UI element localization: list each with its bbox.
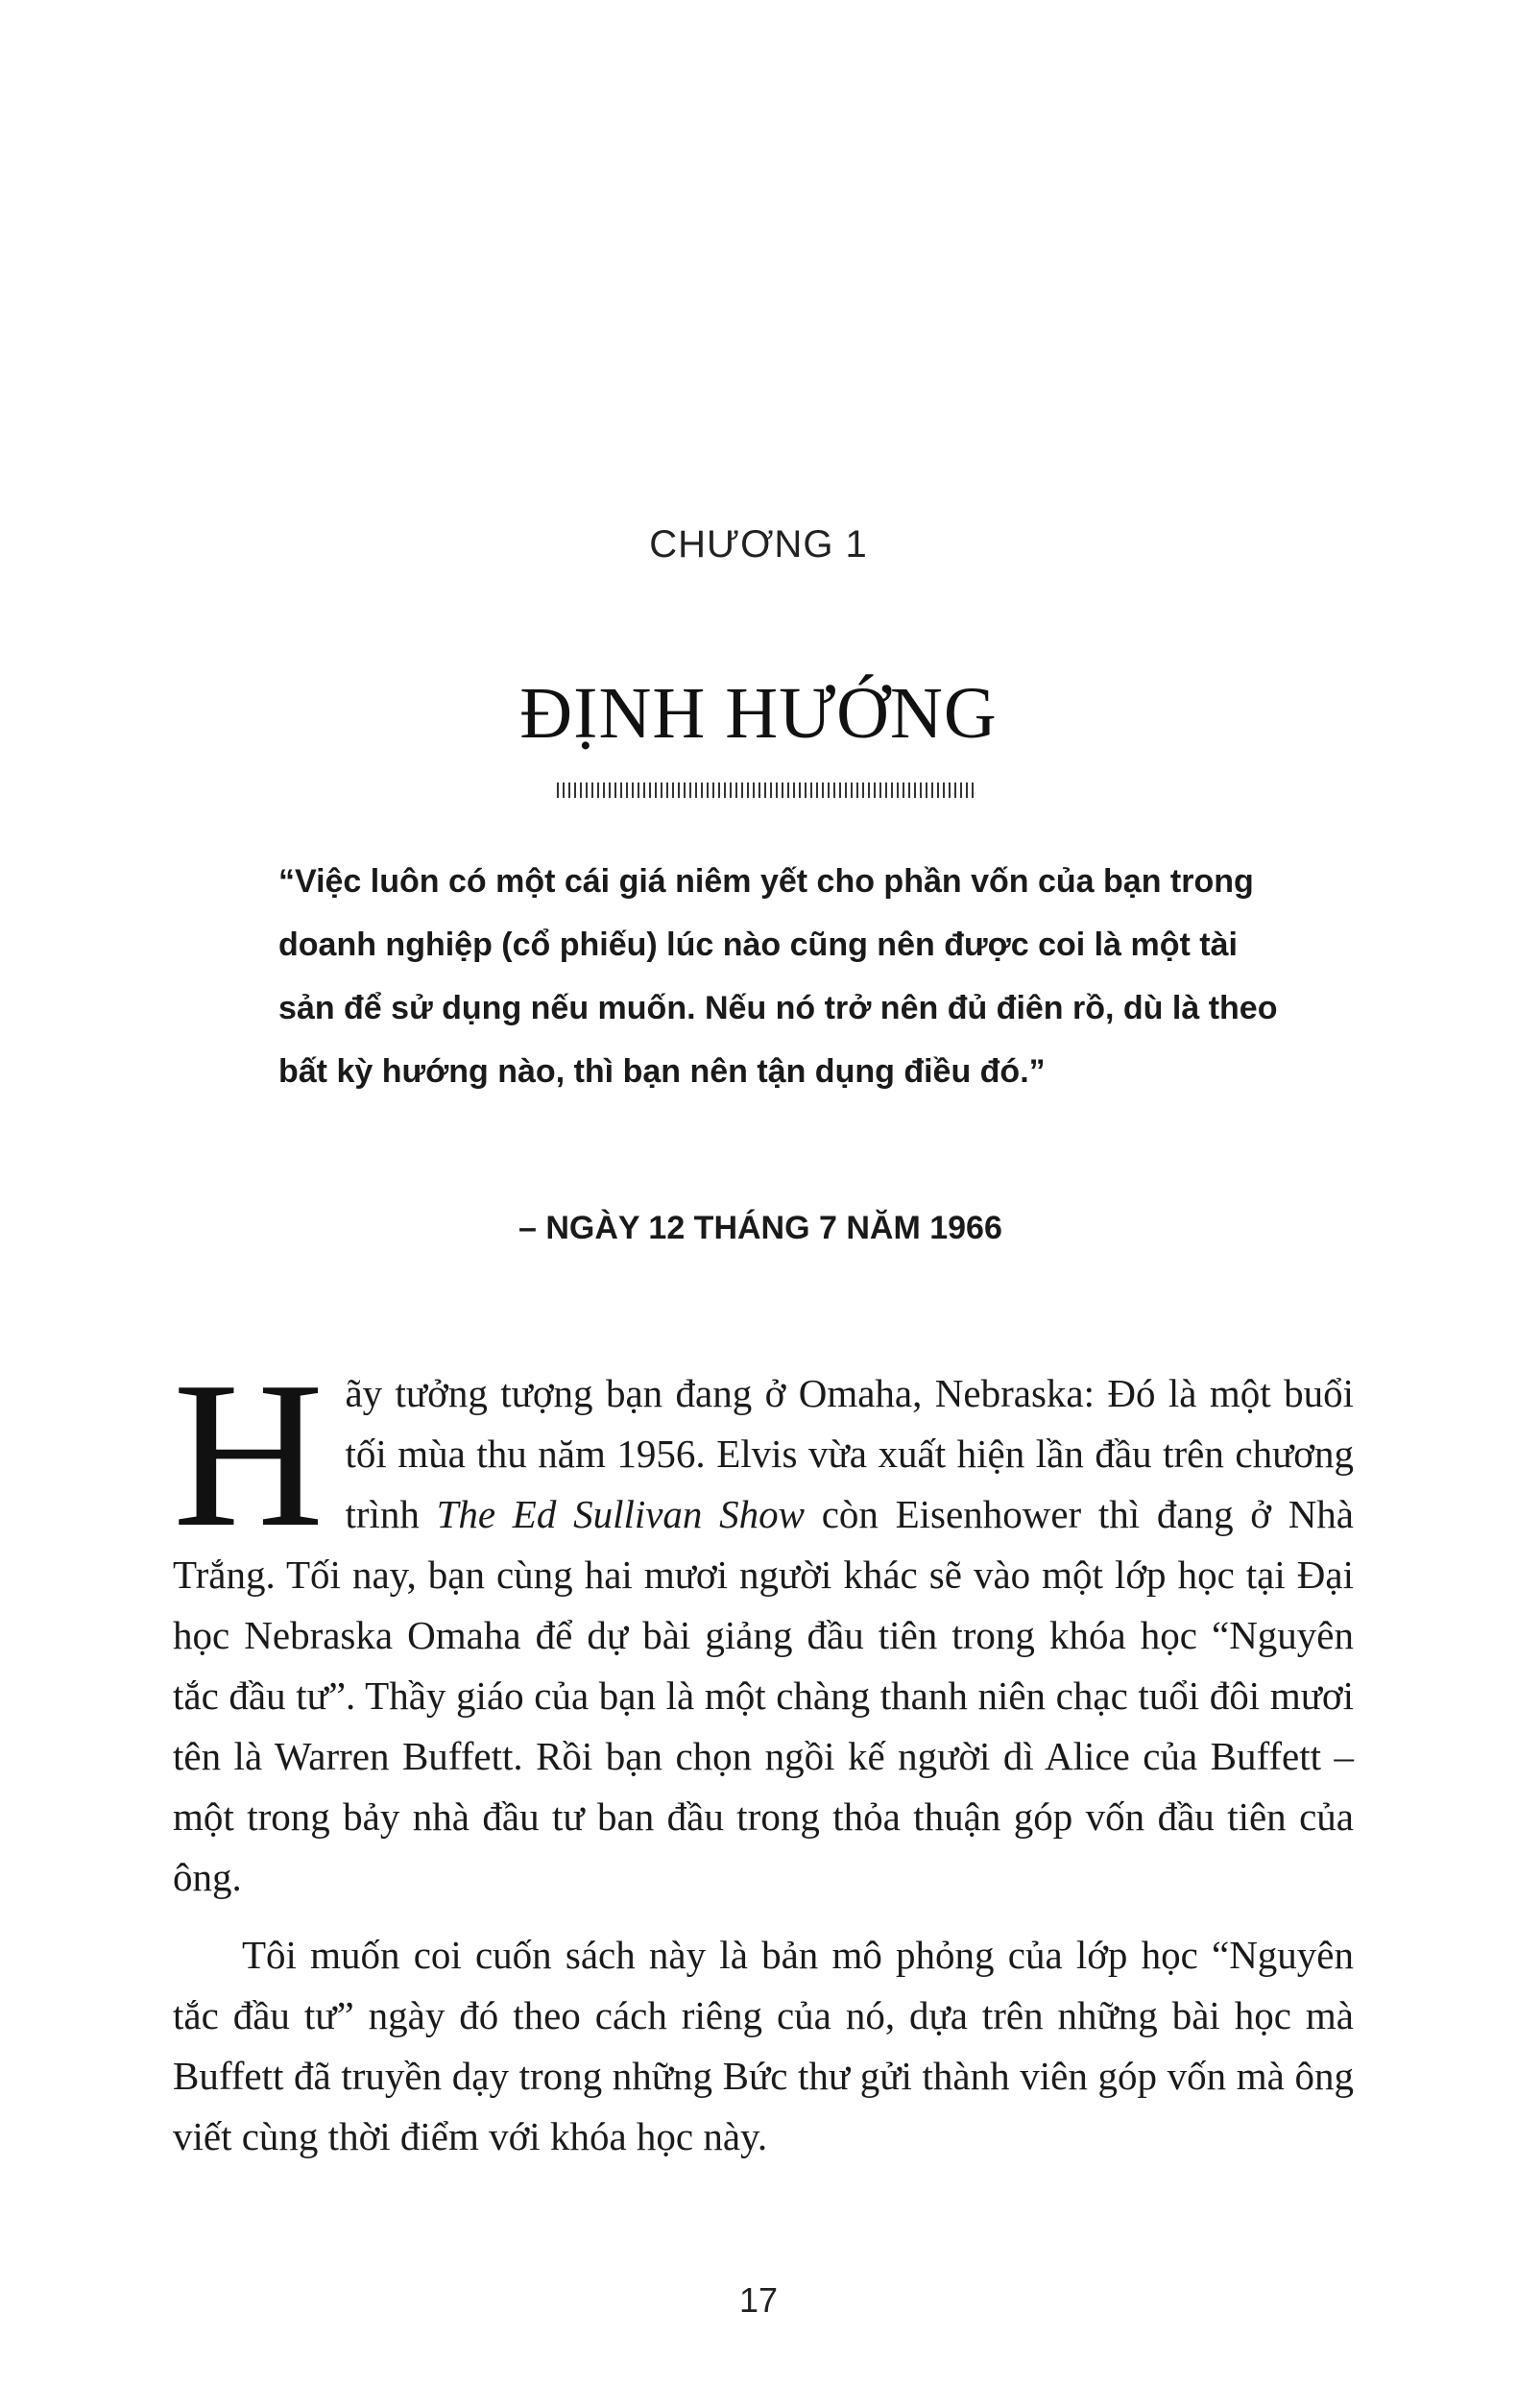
epigraph-text: “Việc luôn có một cái giá niêm yết cho phần vốn của bạn trong doanh nghiệp (cổ phiếu) lúc nào cũng nên được coi là một tài sản để sử dụng nếu muốn. Nếu nó trở nên đủ điên rồ, dù là theo bất kỳ hướng nào, thì bạn nên tận dụng điều đó.” xyxy=(278,863,1278,1090)
drop-cap: H xyxy=(173,1339,325,1571)
epigraph-attribution: – NGÀY 12 THÁNG 7 NĂM 1966 xyxy=(518,1210,1002,1246)
paragraph-2: Tôi muốn coi cuốn sách này là bản mô phỏng của lớp học “Nguyên tắc đầu tư” ngày đó theo cách riêng của nó, dựa trên những bài học mà Buffett đã truyền dạy trong những Bức thư gửi thành viên góp vốn mà ông viết cùng thời điểm với khóa học này. xyxy=(173,1933,1354,2158)
chapter-title: ĐỊNH HƯỚNG xyxy=(519,673,998,754)
title-divider xyxy=(557,783,977,798)
body-text xyxy=(173,1339,1354,2167)
chapter-label: CHƯƠNG 1 xyxy=(649,523,868,566)
paragraph-1 xyxy=(173,1339,1354,1908)
epigraph-quote xyxy=(278,850,1296,1103)
paragraph-1-text-end: còn Eisenhower thì đang ở Nhà Trắng. Tối nay, bạn cùng hai mươi người khác sẽ vào một lớp học tại Đại học Nebraska Omaha để dự bài giảng đầu tiên trong khóa học “Nguyên tắc đầu tư”. Thầy giáo của bạn là một chàng thanh niên chạc tuổi đôi mươi tên là Warren Buffett. Rồi bạn chọn ngồi kế người dì Alice của Buffett – một trong bảy nhà đầu tư ban đầu trong thỏa thuận góp vốn đầu tiên của ông. xyxy=(173,1492,1354,1899)
paragraph-1-text-start: ãy tưởng tượng bạn đang ở Omaha, Nebraska: Đó là một buổi tối mùa thu năm 1956. Elvis vừa xuất hiện lần đầu trên chương trình xyxy=(345,1371,1354,1536)
show-title: The Ed Sullivan Show xyxy=(436,1492,805,1536)
page-number: 17 xyxy=(738,2280,779,2320)
